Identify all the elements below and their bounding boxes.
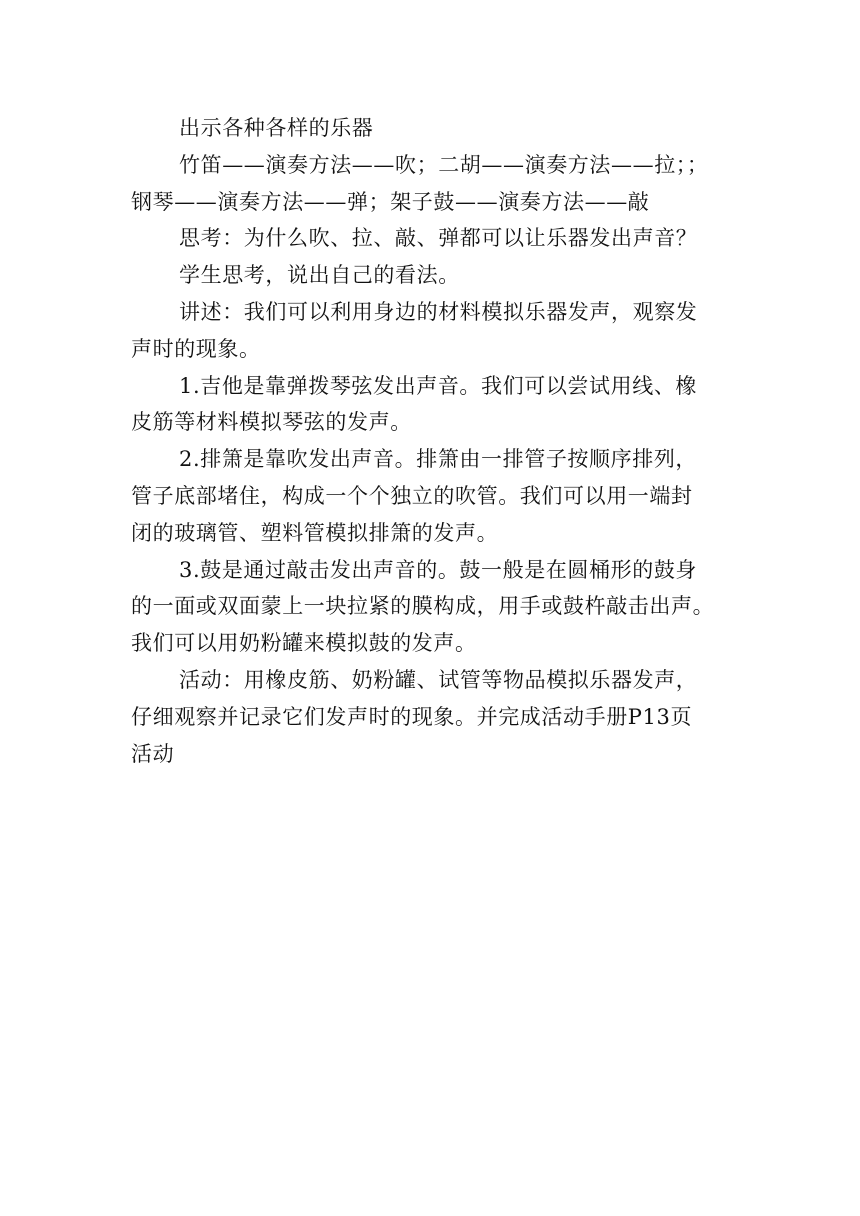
text-line: 讲述：我们可以利用身边的材料模拟乐器发声，观察发 — [179, 299, 698, 324]
paragraph-bamboo-flute-erhu — [131, 147, 751, 184]
text-line: 出示各种各样的乐器 — [179, 116, 374, 140]
paragraph-activity — [131, 662, 751, 772]
text-line: 仔细观察并记录它们发声时的现象。并完成活动手册P13页 — [131, 704, 693, 729]
paragraph-show-instruments — [131, 110, 751, 147]
text-line: 钢琴——演奏方法——弹；架子鼓——演奏方法——敲 — [131, 189, 650, 214]
paragraph-panpipe — [131, 441, 751, 551]
text-line: 皮筋等材料模拟琴弦的发声。 — [131, 410, 412, 435]
text-line: 活动 — [131, 741, 175, 766]
text-line: 3.鼓是通过敲击发出声音的。鼓一般是在圆桶形的鼓身 — [179, 557, 698, 582]
text-line: 声时的现象。 — [131, 336, 261, 361]
paragraph-student-thinking — [131, 257, 751, 294]
paragraph-piano-drum — [131, 184, 751, 221]
text-line: 活动：用橡皮筋、奶粉罐、试管等物品模拟乐器发声， — [179, 667, 698, 692]
text-line: 闭的玻璃管、塑料管模拟排箫的发声。 — [131, 520, 499, 545]
paragraph-drum — [131, 552, 751, 662]
text-line: 我们可以用奶粉罐来模拟鼓的发声。 — [131, 631, 477, 656]
paragraph-narration — [131, 294, 751, 368]
text-line: 竹笛——演奏方法——吹；二胡——演奏方法——拉；； — [179, 152, 709, 177]
text-line: 的一面或双面蒙上一块拉紧的膜构成，用手或鼓杵敲击出声。 — [131, 594, 715, 619]
text-line: 2.排箫是靠吹发出声音。排箫由一排管子按顺序排列， — [179, 447, 698, 472]
paragraph-guitar — [131, 368, 751, 442]
text-line: 管子底部堵住，构成一个个独立的吹管。我们可以用一端封 — [131, 483, 693, 508]
text-line: 学生思考，说出自己的看法。 — [179, 263, 460, 288]
paragraph-think-question — [131, 220, 751, 257]
text-line: 1.吉他是靠弹拨琴弦发出声音。我们可以尝试用线、橡 — [179, 373, 698, 398]
document-body — [131, 110, 751, 772]
text-line: 思考：为什么吹、拉、敲、弹都可以让乐器发出声音？ — [179, 226, 698, 251]
